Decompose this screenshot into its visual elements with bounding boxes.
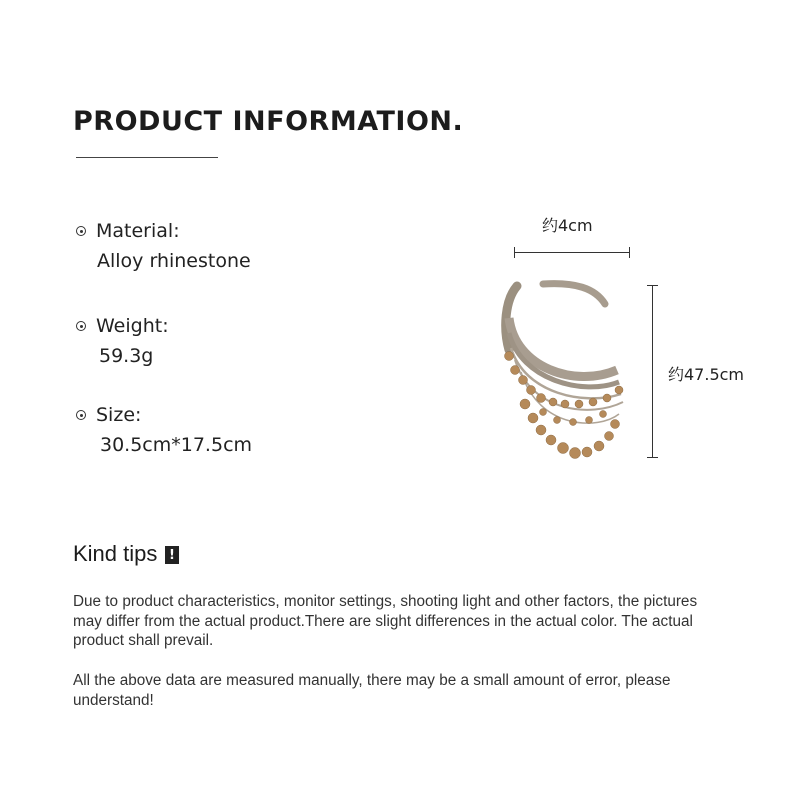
height-dimension-label: 约47.5cm xyxy=(668,365,745,384)
spec-size xyxy=(76,404,252,456)
page-title: PRODUCT INFORMATION. xyxy=(73,106,464,137)
tips-paragraph-1: Due to product characteristics, monitor settings, shooting light and other factors, the pictures may differ from the actual product.There are slight differences in the actual color. The actual product shall prevail. xyxy=(73,593,698,649)
bullet-icon xyxy=(76,321,86,331)
height-dimension-line xyxy=(652,285,653,458)
spec-weight-value: 59.3g xyxy=(99,345,154,367)
tips-paragraph-2: All the above data are measured manually, there may be a small amount of error, please understand! xyxy=(73,672,671,709)
width-dimension-line xyxy=(514,252,630,253)
spec-weight-label: Weight: xyxy=(96,315,169,337)
bullet-icon xyxy=(76,410,86,420)
kind-tips-title: Kind tips xyxy=(73,541,158,566)
necklace-product-image xyxy=(495,278,635,468)
spec-size-label: Size: xyxy=(96,404,142,426)
bullet-icon xyxy=(76,226,86,236)
width-dimension-label: 约4cm xyxy=(542,216,593,235)
width-dimension-cap-right xyxy=(629,247,630,258)
spec-material-value: Alloy rhinestone xyxy=(97,250,251,272)
exclamation-icon xyxy=(165,546,179,564)
height-dimension-cap-bottom xyxy=(647,457,658,458)
width-dimension-cap-left xyxy=(514,247,515,258)
spec-material xyxy=(76,220,251,272)
spec-size-value: 30.5cm*17.5cm xyxy=(100,434,253,456)
spec-weight xyxy=(76,315,169,367)
spec-material-label: Material: xyxy=(96,220,180,242)
title-divider xyxy=(76,157,218,158)
height-dimension-cap-top xyxy=(647,285,658,286)
